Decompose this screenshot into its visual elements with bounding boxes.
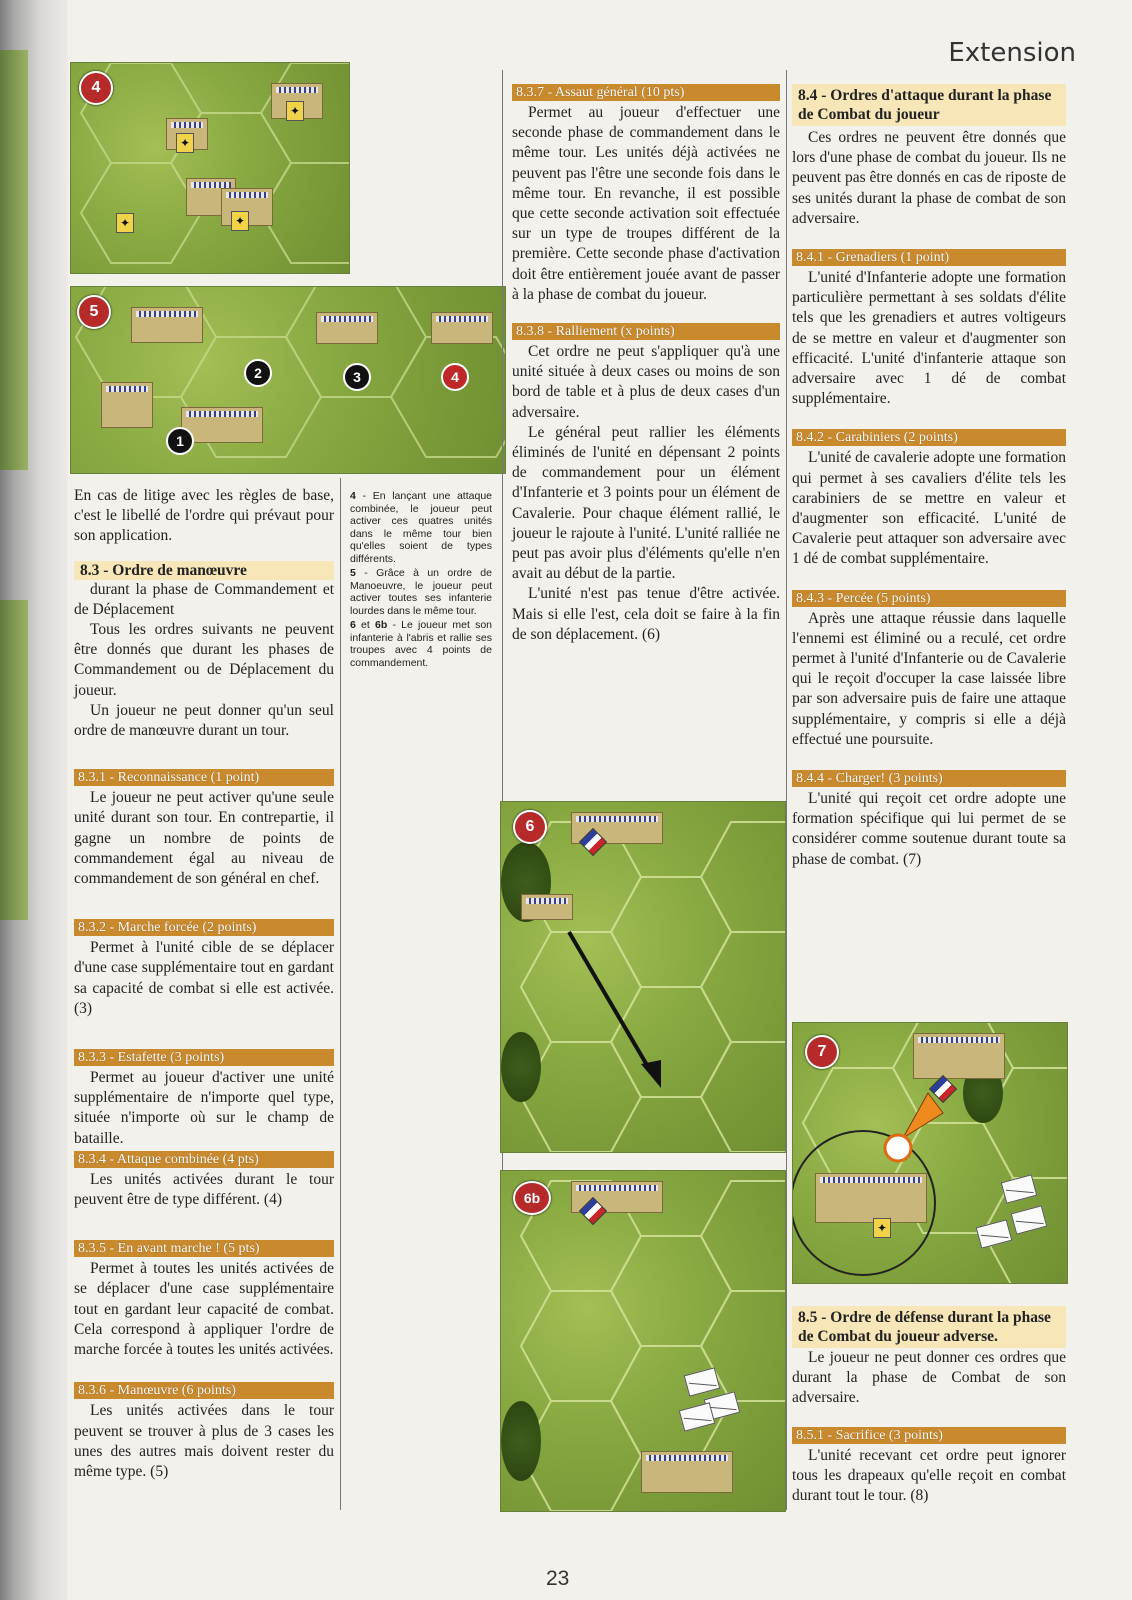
caption-figure-5 <box>350 567 492 617</box>
paragraph: Cet ordre ne peut s'appliquer qu'à une unité située à deux cases ou moins de son bord de table et à plus de deux cases d'un adversaire. <box>512 343 780 421</box>
caption-number: 4 <box>350 490 356 502</box>
caption-text: - Grâce à un ordre de Manoeuvre, le joueur peut activer toutes ses infanterie lourdes dans le même tour. <box>350 567 492 617</box>
paragraph: L'unité qui reçoit cet ordre adopte une formation spécifique qui lui permet de se considérer comme soutenue durant toute sa phase de combat. (7) <box>792 790 1066 868</box>
section-heading-8-4: 8.4 - Ordres d'attaque durant la phase de Combat du joueur <box>792 84 1066 126</box>
figure-badge: 7 <box>805 1035 839 1069</box>
tree <box>501 1401 541 1481</box>
paragraph: Permet à l'unité cible de se déplacer d'une case supplémentaire tout en gardant sa capacité de combat si elle est activée. (3) <box>74 939 334 1017</box>
unit-token <box>316 312 378 344</box>
step-marker-2: 2 <box>244 359 272 387</box>
paragraph: L'unité d'Infanterie adopte une formation particulière permettant à ses soldats d'élite tels que les grenadiers et autres voltigeurs de se mettre en valeur et d'augmenter son efficacité. L'unité d'infanterie attaque son adversaire avec 1 dé de combat supplémentaire. <box>792 269 1066 408</box>
attack-arrow <box>903 1093 943 1138</box>
paragraph: Les unités activées dans le tour peuvent se trouver à plus de 3 cases les unes des autres mais doivent rester du même type. (5) <box>74 1402 334 1480</box>
subsection-heading-8-5-1: 8.5.1 - Sacrifice (3 points) <box>792 1427 1066 1444</box>
section-subheading: durant la phase de Commandement et de Déplacement <box>74 580 334 618</box>
subsection-heading-8-3-3: 8.3.3 - Estafette (3 points) <box>74 1049 334 1066</box>
paragraph: Le joueur ne peut activer qu'une seule unité durant son tour. En contrepartie, il gagne un nombre de points de commandement égal au niveau de commandement de son général en chef. <box>74 789 334 888</box>
eagle-flag-icon: ✦ <box>873 1218 891 1238</box>
unit-token <box>131 307 203 343</box>
intro-paragraph: En cas de litige avec les règles de base, c'est le libellé de l'ordre qui prévaut pour son application. <box>74 487 334 545</box>
subsection-heading-8-3-7: 8.3.7 - Assaut général (10 pts) <box>512 84 780 101</box>
subsection-heading-8-3-5: 8.3.5 - En avant marche ! (5 pts) <box>74 1240 334 1257</box>
page-number: 23 <box>546 1567 570 1590</box>
figure-badge: 6b <box>513 1181 551 1215</box>
subsection-heading-8-4-1: 8.4.1 - Grenadiers (1 point) <box>792 249 1066 266</box>
column-4 <box>792 84 1066 870</box>
caption-figure-6 <box>350 619 492 669</box>
subsection-heading-8-3-4: 8.3.4 - Attaque combinée (4 pts) <box>74 1151 334 1168</box>
section-header: Extension <box>948 38 1076 68</box>
unit-token <box>101 382 153 428</box>
paragraph: Le général peut rallier les éléments éliminés de l'unité en dépensant 2 points de commandement pour un élément d'Infanterie et 3 points pour un élément de Cavalerie. Pour chaque élément rallié, le joueur le rajoute à l'unité. L'unité ralliée ne peut pas avoir plus d'éléments qu'elle n'en avait au début de la partie. <box>512 423 780 583</box>
unit-token <box>521 894 573 920</box>
caption-text: - Le joueur met son infanterie à l'abris et rallie ses troupes avec 4 points de commandement. <box>350 619 492 669</box>
column-1 <box>74 486 334 1482</box>
paragraph: L'unité n'est pas tenue d'être activée. Mais si elle l'est, cela doit se faire à la fin de son déplacement. (6) <box>512 585 780 643</box>
map-figure-6 <box>500 801 786 1153</box>
paragraph: Un joueur ne peut donner qu'un seul ordre de manœuvre durant un tour. <box>74 701 334 740</box>
column-3 <box>512 84 780 645</box>
caption-number: 6 <box>350 619 356 631</box>
paragraph: L'unité de cavalerie adopte une formation qui permet à ses cavaliers d'élite tels les carabiniers de se mettre en valeur et d'augmenter son efficacité. L'unité de Cavalerie peut attaquer son adversaire avec 1 dé de combat supplémentaire. <box>792 449 1066 568</box>
unit-token <box>641 1451 733 1493</box>
subsection-heading-8-3-1: 8.3.1 - Reconnaissance (1 point) <box>74 769 334 786</box>
step-marker-3: 3 <box>343 363 371 391</box>
figure-badge: 6 <box>513 810 547 844</box>
paragraph: Tous les ordres suivants ne peuvent être donnés que durant les phases de Commandement ou de Déplacement du joueur. <box>74 621 334 699</box>
impact-burst <box>885 1135 911 1161</box>
column-divider <box>340 478 341 1510</box>
paragraph: Ces ordres ne peuvent être donnés que lors d'une phase de combat du joueur. Ils ne peuvent pas être donnés en cas de riposte de ses unités durant la phase de combat de son adversaire. <box>792 129 1066 227</box>
caption-text: et <box>355 619 375 631</box>
unit-token <box>913 1033 1005 1079</box>
paragraph: Permet au joueur d'effectuer une seconde phase de commandement dans le même tour. Les unités déjà activées ne peuvent pas l'être une seconde fois dans le même tour. En revanche, il est possible que cette seconde activation soit effectuée sur un type de troupes différent de la première. Cette seconde phase d'activation doit être entièrement jouée avant de passer à la phase de combat du joueur. <box>512 104 780 303</box>
paragraph: Permet au joueur d'activer une unité supplémentaire de n'importe quel type, située n'importe où sur le champ de bataille. <box>74 1069 334 1147</box>
figure-badge: 4 <box>79 71 113 105</box>
column-4-bottom <box>792 1306 1066 1506</box>
eagle-flag-icon: ✦ <box>231 211 249 231</box>
caption-number: 6b <box>374 619 388 631</box>
column-divider <box>786 70 787 1510</box>
paragraph: Le joueur ne peut donner ces ordres que durant la phase de Combat de son adversaire. <box>792 1349 1066 1407</box>
unit-token <box>431 312 493 344</box>
gutter-photo-strip <box>0 50 28 470</box>
eagle-flag-icon: ✦ <box>286 101 304 121</box>
map-figure-7 <box>792 1022 1068 1284</box>
caption-column <box>350 490 492 669</box>
figure-badge: 5 <box>77 295 111 329</box>
paragraph: L'unité recevant cet ordre peut ignorer tous les drapeaux qu'elle reçoit en combat durant tout le tour. (8) <box>792 1446 1066 1505</box>
movement-arrow <box>569 932 651 1072</box>
section-heading-8-3: 8.3 - Ordre de manœuvre <box>74 561 334 580</box>
subsection-heading-8-4-2: 8.4.2 - Carabiniers (2 points) <box>792 429 1066 446</box>
step-marker-1: 1 <box>166 427 194 455</box>
paragraph: Permet à toutes les unités activées de se déplacer d'une case supplémentaire tout en gardant leur capacité de combat. Cela correspond à appliquer l'ordre de marche forcée à toutes les unités activées. <box>74 1260 334 1359</box>
subsection-heading-8-3-6: 8.3.6 - Manœuvre (6 points) <box>74 1382 334 1399</box>
caption-figure-4 <box>350 490 492 565</box>
paragraph: Les unités activées durant le tour peuvent être de type différent. (4) <box>74 1170 334 1209</box>
eagle-flag-icon: ✦ <box>116 213 134 233</box>
map-figure-4 <box>70 62 350 274</box>
unit-token <box>815 1173 927 1223</box>
caption-text: - En lançant une attaque combinée, le joueur peut activer ces quatres unités dans le même tour bien qu'elles soient de types différents. <box>350 490 492 565</box>
subsection-heading-8-4-3: 8.4.3 - Percée (5 points) <box>792 590 1066 607</box>
step-marker-4: 4 <box>441 363 469 391</box>
paragraph: Après une attaque réussie dans laquelle l'ennemi est éliminé ou a reculé, cet ordre permet à l'unité d'Infanterie ou de Cavalerie qui le reçoit d'occuper la case laissée libre par son adversaire puis de faire une attaque supplémentaire, y compris si elle a déjà effectué une poursuite. <box>792 609 1066 748</box>
eagle-flag-icon: ✦ <box>176 133 194 153</box>
caption-number: 5 <box>350 567 356 579</box>
map-figure-6b <box>500 1170 786 1512</box>
subsection-heading-8-4-4: 8.4.4 - Charger! (3 points) <box>792 770 1066 787</box>
section-heading-8-5: 8.5 - Ordre de défense durant la phase de Combat du joueur adverse. <box>792 1306 1066 1348</box>
subsection-heading-8-3-2: 8.3.2 - Marche forcée (2 points) <box>74 919 334 936</box>
tree <box>501 1032 541 1102</box>
arrow-head <box>641 1060 661 1088</box>
map-figure-5 <box>70 286 506 474</box>
subsection-heading-8-3-8: 8.3.8 - Ralliement (x points) <box>512 323 780 340</box>
gutter-photo-strip <box>0 600 28 920</box>
